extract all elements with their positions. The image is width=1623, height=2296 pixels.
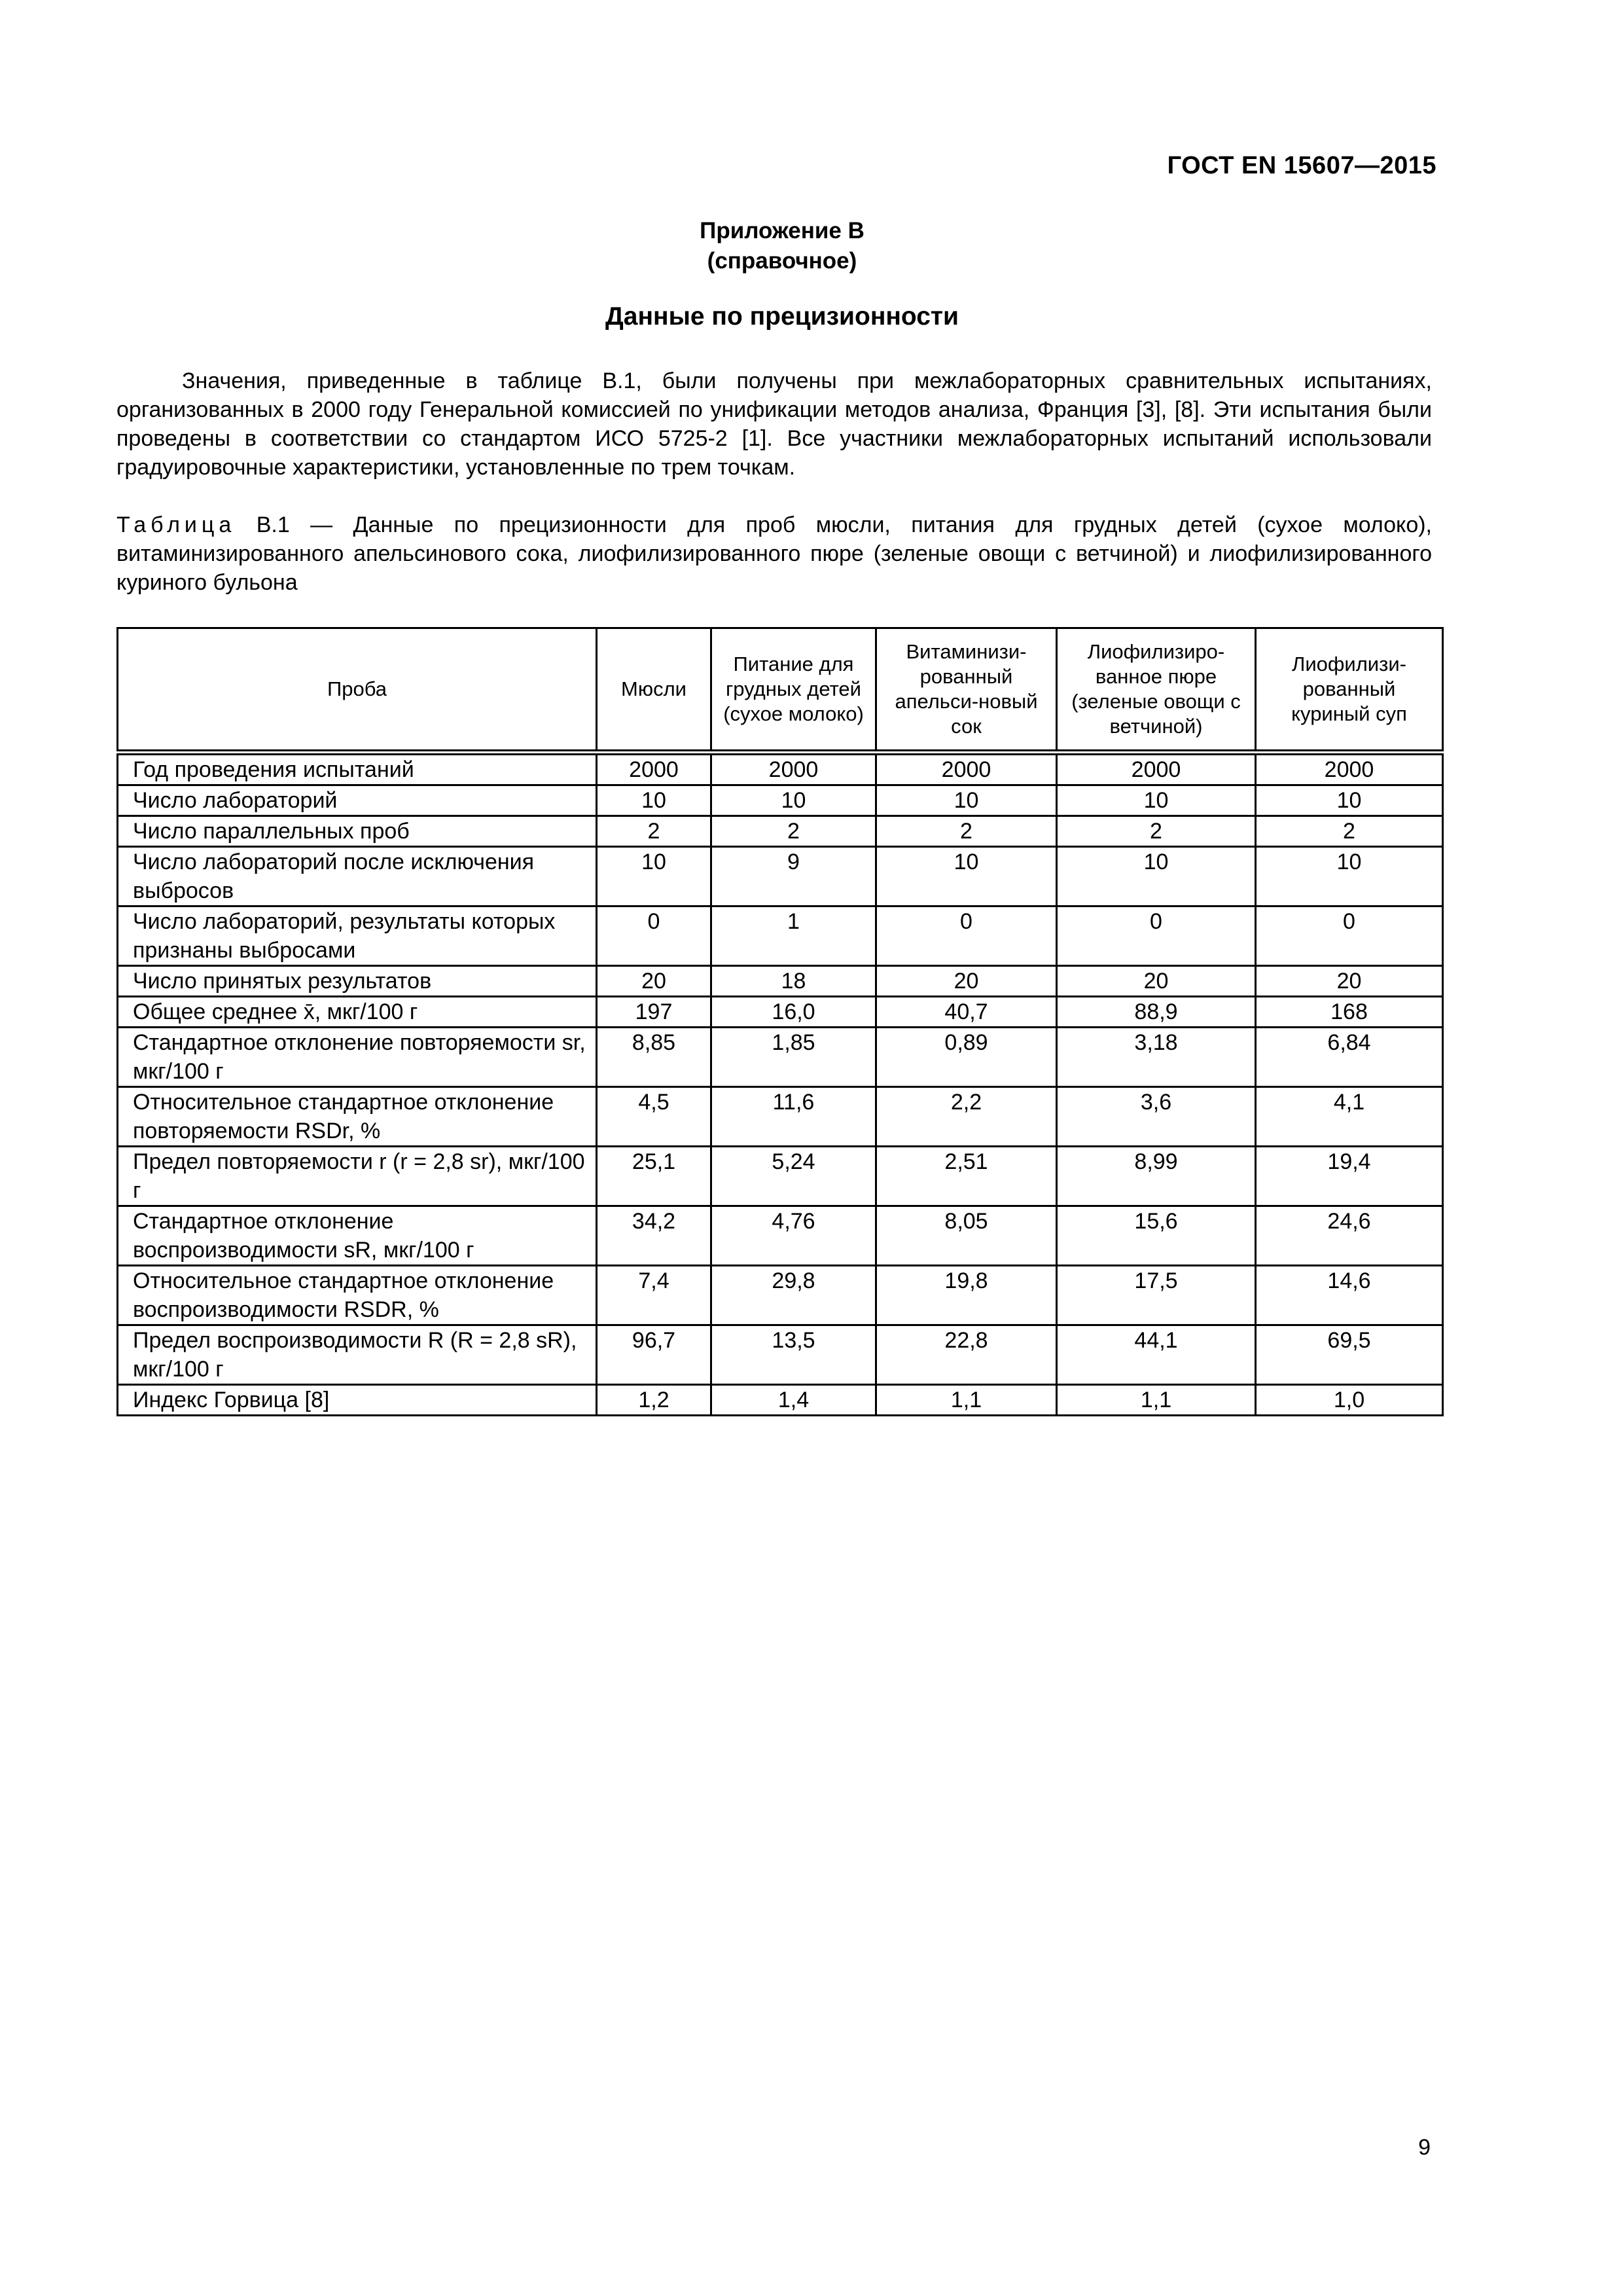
- table-cell: 11,6: [711, 1087, 876, 1147]
- table-row: [118, 1147, 1443, 1206]
- row-label: Число лабораторий, результаты которых признаны выбросами: [118, 906, 597, 966]
- table-cell: 2: [1256, 816, 1443, 847]
- row-label: Относительное стандартное отклонение воспроизводимости RSDR, %: [118, 1266, 597, 1325]
- table-cell: 1,2: [597, 1385, 711, 1416]
- header-orange-juice: Витаминизи-рованный апельси-новый сок: [876, 628, 1057, 753]
- table-cell: 6,84: [1256, 1028, 1443, 1087]
- table-cell: 40,7: [876, 997, 1057, 1028]
- table-header-row: [118, 628, 1443, 753]
- row-label: Стандартное отклонение воспроизводимости sR, мкг/100 г: [118, 1206, 597, 1266]
- table-cell: 20: [597, 966, 711, 997]
- table-cell: 1,4: [711, 1385, 876, 1416]
- table-cell: 20: [1057, 966, 1256, 997]
- table-cell: 0: [1256, 906, 1443, 966]
- table-cell: 10: [1057, 847, 1256, 906]
- table-row: [118, 1028, 1443, 1087]
- table-cell: 22,8: [876, 1325, 1057, 1385]
- row-label: Общее среднее x̄, мкг/100 г: [118, 997, 597, 1028]
- document-id: ГОСТ EN 15607—2015: [1167, 152, 1436, 179]
- table-cell: 2000: [711, 753, 876, 785]
- table-cell: 0: [1057, 906, 1256, 966]
- table-cell: 10: [1057, 785, 1256, 816]
- table-cell: 4,1: [1256, 1087, 1443, 1147]
- header-puree: Лиофилизиро-ванное пюре (зеленые овощи с ветчиной): [1057, 628, 1256, 753]
- table-cell: 0: [597, 906, 711, 966]
- header-chicken-soup: Лиофилизи-рованный куриный суп: [1256, 628, 1443, 753]
- table-cell: 10: [1256, 785, 1443, 816]
- table-caption-prefix: Таблица: [116, 512, 236, 537]
- table-row: [118, 753, 1443, 785]
- header-muesli: Мюсли: [597, 628, 711, 753]
- table-cell: 17,5: [1057, 1266, 1256, 1325]
- table-cell: 18: [711, 966, 876, 997]
- appendix-heading: [0, 216, 1564, 276]
- table-row: [118, 1325, 1443, 1385]
- table-cell: 44,1: [1057, 1325, 1256, 1385]
- table-row: [118, 966, 1443, 997]
- header-sample: Проба: [118, 628, 597, 753]
- table-cell: 69,5: [1256, 1325, 1443, 1385]
- row-label: Предел воспроизводимости R (R = 2,8 sR), мкг/100 г: [118, 1325, 597, 1385]
- row-label: Число принятых результатов: [118, 966, 597, 997]
- table-row: [118, 1206, 1443, 1266]
- table-cell: 10: [711, 785, 876, 816]
- table-cell: 2: [711, 816, 876, 847]
- table-cell: 10: [597, 785, 711, 816]
- table-row: [118, 1385, 1443, 1416]
- table-cell: 8,05: [876, 1206, 1057, 1266]
- table-cell: 1,1: [876, 1385, 1057, 1416]
- table-cell: 10: [1256, 847, 1443, 906]
- row-label: Число лабораторий после исключения выбросов: [118, 847, 597, 906]
- table-cell: 14,6: [1256, 1266, 1443, 1325]
- table-row: [118, 1087, 1443, 1147]
- table-cell: 1,1: [1057, 1385, 1256, 1416]
- section-title: Данные по прецизионности: [605, 302, 959, 331]
- row-label: Стандартное отклонение повторяемости sr, мкг/100 г: [118, 1028, 597, 1087]
- precision-table: [116, 627, 1444, 1416]
- table-cell: 2000: [597, 753, 711, 785]
- table-cell: 1: [711, 906, 876, 966]
- row-label: Индекс Горвица [8]: [118, 1385, 597, 1416]
- table-cell: 19,4: [1256, 1147, 1443, 1206]
- table-row: [118, 847, 1443, 906]
- table-cell: 4,5: [597, 1087, 711, 1147]
- table-cell: 2,51: [876, 1147, 1057, 1206]
- table-cell: 2,2: [876, 1087, 1057, 1147]
- table-cell: 197: [597, 997, 711, 1028]
- table-cell: 2000: [1256, 753, 1443, 785]
- table-cell: 168: [1256, 997, 1443, 1028]
- appendix-note: (справочное): [707, 248, 857, 274]
- table-cell: 9: [711, 847, 876, 906]
- table-cell: 29,8: [711, 1266, 876, 1325]
- table-row: [118, 785, 1443, 816]
- page-number: 9: [1418, 2135, 1431, 2160]
- table-row: [118, 816, 1443, 847]
- table-caption-text: В.1 — Данные по прецизионности для проб мюсли, питания для грудных детей (сухое молоко), витаминизированного апельсинового сока, лиофилизированного пюре (зеленые овощи с ветчиной) и лиофилизированного куриного бульона: [116, 512, 1432, 595]
- table-cell: 5,24: [711, 1147, 876, 1206]
- row-label: Относительное стандартное отклонение повторяемости RSDr, %: [118, 1087, 597, 1147]
- row-label: Число параллельных проб: [118, 816, 597, 847]
- row-label: Предел повторяемости r (r = 2,8 sr), мкг/100 г: [118, 1147, 597, 1206]
- table-cell: 2: [876, 816, 1057, 847]
- table-cell: 20: [1256, 966, 1443, 997]
- table-cell: 24,6: [1256, 1206, 1443, 1266]
- table-cell: 3,18: [1057, 1028, 1256, 1087]
- table-cell: 34,2: [597, 1206, 711, 1266]
- table-row: [118, 997, 1443, 1028]
- table-cell: 16,0: [711, 997, 876, 1028]
- table-row: [118, 1266, 1443, 1325]
- table-cell: 7,4: [597, 1266, 711, 1325]
- header-infant-food: Питание для грудных детей (сухое молоко): [711, 628, 876, 753]
- table-cell: 25,1: [597, 1147, 711, 1206]
- table-cell: 2000: [876, 753, 1057, 785]
- table-cell: 13,5: [711, 1325, 876, 1385]
- table-cell: 96,7: [597, 1325, 711, 1385]
- table-cell: 0: [876, 906, 1057, 966]
- table-cell: 2: [597, 816, 711, 847]
- row-label: Год проведения испытаний: [118, 753, 597, 785]
- table-cell: 2: [1057, 816, 1256, 847]
- table-cell: 88,9: [1057, 997, 1256, 1028]
- table-cell: 3,6: [1057, 1087, 1256, 1147]
- table-cell: 0,89: [876, 1028, 1057, 1087]
- table-cell: 20: [876, 966, 1057, 997]
- table-cell: 4,76: [711, 1206, 876, 1266]
- table-cell: 10: [597, 847, 711, 906]
- table-row: [118, 906, 1443, 966]
- table-cell: 19,8: [876, 1266, 1057, 1325]
- table-caption: [116, 511, 1432, 597]
- table-cell: 10: [876, 785, 1057, 816]
- row-label: Число лабораторий: [118, 785, 597, 816]
- table-cell: 10: [876, 847, 1057, 906]
- table-cell: 8,85: [597, 1028, 711, 1087]
- table-cell: 1,85: [711, 1028, 876, 1087]
- table-cell: 2000: [1057, 753, 1256, 785]
- table-cell: 15,6: [1057, 1206, 1256, 1266]
- appendix-title: Приложение В: [700, 218, 865, 243]
- intro-paragraph: Значения, приведенные в таблице В.1, были получены при межлабораторных сравнительных испытаниях, организованных в 2000 году Генеральной комиссией по унификации методов анализа, Франция [3], [8]. Эти испытания были проведены в соответствии со стандартом ИСО 5725-2 [1]. Все участники межлабораторных испытаний использовали градуировочные характеристики, установленные по трем точкам.: [116, 368, 1432, 480]
- table-body: [118, 753, 1443, 1416]
- table-cell: 8,99: [1057, 1147, 1256, 1206]
- table-cell: 1,0: [1256, 1385, 1443, 1416]
